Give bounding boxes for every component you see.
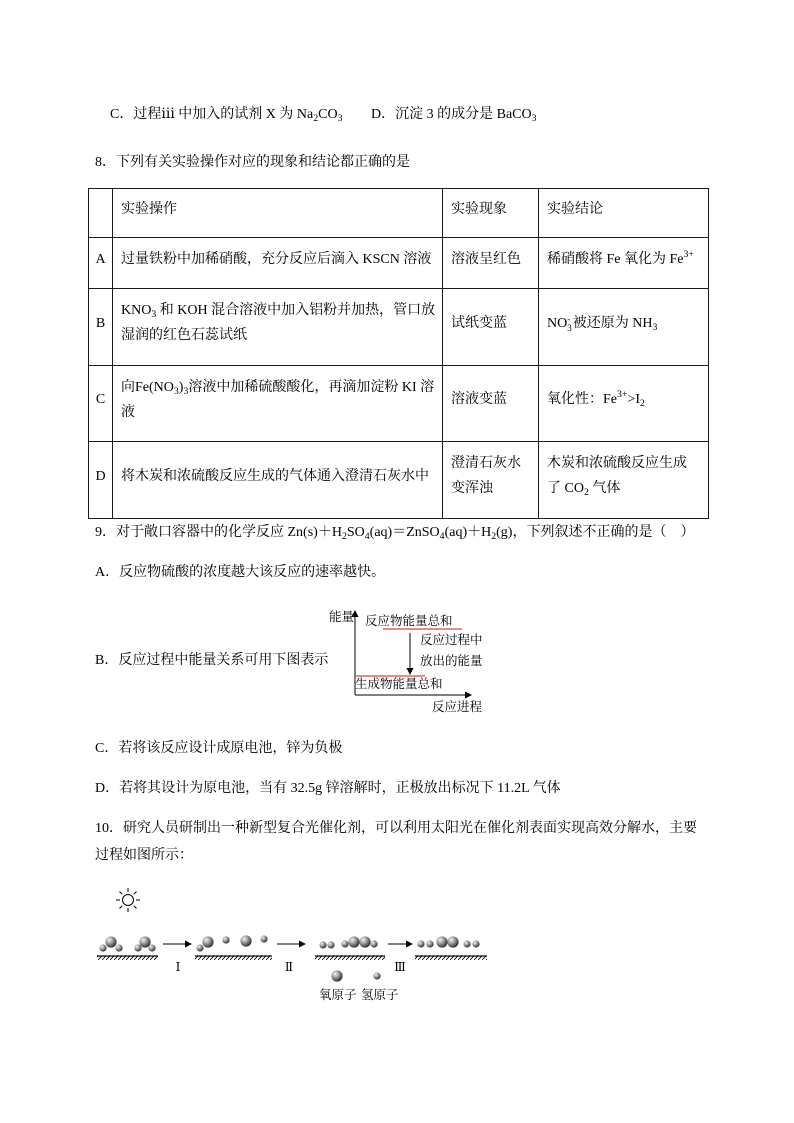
step-label: Ⅰ <box>175 960 181 974</box>
row-label: C <box>95 392 106 407</box>
header-label-cell <box>89 189 113 238</box>
energy-released-label-line-1: 反应过程中 <box>420 633 483 647</box>
phenomenon-text: 溶液变蓝 <box>451 392 507 407</box>
question-9-option-d: D．若将其设计为原电池，当有 32.5g 锌溶解时，正极放出标况下 11.2L 气体 <box>95 781 561 796</box>
phenomenon-cell <box>443 366 539 442</box>
hydrogen-atom <box>134 944 141 951</box>
hydrogen-atom <box>472 940 479 947</box>
subscript: 4 <box>439 530 445 542</box>
oxygen-atom <box>139 936 150 947</box>
legend-oxygen-label: 氧原子 <box>319 988 357 1002</box>
conclusion-cell <box>539 442 709 519</box>
header-conclusion: 实验结论 <box>547 201 603 217</box>
subscript: 3 <box>337 112 343 124</box>
row-label: A <box>95 251 106 267</box>
subscript: 2 <box>313 112 319 124</box>
catalyst-surface <box>97 956 158 960</box>
question-9-stem: 9．对于敞口容器中的化学反应 $Zn(s)+H_2SO_4(aq)=ZnSO_4(aq)+H_2(g)$，下列叙述不正确的是（ ） <box>95 525 695 542</box>
hydrogen-atom <box>148 944 155 951</box>
subscript: 2 <box>583 486 589 498</box>
table-row <box>89 366 709 442</box>
hydrogen-atom <box>260 935 267 942</box>
oxygen-atom <box>436 936 447 947</box>
hydrogen-atom <box>196 944 203 951</box>
conclusion-text: 氧化性：$Fe^{3+}>I_2$ <box>547 389 645 409</box>
header-phenomenon: 实验现象 <box>451 201 507 217</box>
row-label-cell <box>89 366 113 442</box>
catalyst-surface <box>315 956 385 960</box>
operation-text: 液 <box>121 404 135 420</box>
subscript: 4 <box>364 530 370 542</box>
row-label-cell <box>89 289 113 366</box>
phenomenon-cell <box>443 289 539 366</box>
oxygen-atom <box>202 936 213 947</box>
oxygen-atom <box>359 936 370 947</box>
water-splitting-process-diagram <box>90 880 490 1005</box>
operation-cell <box>113 238 443 289</box>
catalyst-surface <box>195 956 272 960</box>
hydrogen-atom <box>222 936 229 943</box>
question-9-option-a: A．反应物硫酸的浓度越大该反应的速率越快。 <box>95 565 386 580</box>
operation-text: 向$Fe(NO_3)_3$溶液中加稀硫酸酸化，再滴加淀粉 KI 溶 <box>121 379 435 397</box>
conclusion-cell <box>539 238 709 289</box>
conclusion-cell <box>539 366 709 442</box>
table-row <box>89 238 709 289</box>
subscript: 2 <box>640 397 645 409</box>
hydrogen-atom <box>426 940 433 947</box>
oxygen-atom <box>240 935 251 946</box>
superscript: - <box>567 313 571 324</box>
subscript: 3 <box>652 321 658 333</box>
step-label: Ⅱ <box>284 960 294 974</box>
conclusion-text: 木炭和浓硫酸反应生成 <box>547 456 687 471</box>
legend-hydrogen-atom <box>373 972 380 979</box>
oxygen-atom <box>105 936 116 947</box>
reactant-energy-label: 反应物能量总和 <box>365 614 453 628</box>
superscript: 3+ <box>617 389 628 401</box>
operation-text: 过量铁粉中加稀硝酸，充分反应后滴入 KSCN 溶液 <box>121 251 432 267</box>
operation-cell <box>113 366 443 442</box>
subscript: 3 <box>151 308 157 320</box>
energy-level-diagram <box>325 605 495 717</box>
legend-oxygen-atom <box>331 970 342 981</box>
hydrogen-atom <box>115 944 122 951</box>
energy-released-label-line-2: 放出的能量 <box>420 654 483 668</box>
phenomenon-cell <box>443 238 539 289</box>
legend-hydrogen-label: 氢原子 <box>361 988 399 1002</box>
table-header-row <box>89 189 709 238</box>
operation-cell <box>113 289 443 366</box>
option-c-previous: C．过程ⅲ 中加入的试剂 X 为 $Na_2CO_3$ <box>110 107 343 124</box>
conclusion-text: 了 $CO_2$ 气体 <box>547 481 621 498</box>
subscript: 3 <box>173 385 179 397</box>
experiment-table <box>88 188 709 519</box>
phenomenon-cell <box>443 442 539 519</box>
hydrogen-atom <box>319 941 326 948</box>
conclusion-text: NO - 3 被还原为 $NH_3$ <box>547 313 658 333</box>
step-label: Ⅲ <box>394 960 406 974</box>
sun-icon <box>116 888 140 912</box>
operation-text: 将木炭和浓硫酸反应生成的气体通入澄清石灰水中 <box>121 468 429 484</box>
question-8-stem: 8．下列有关实验操作对应的现象和结论都正确的是 <box>95 155 410 170</box>
reaction-progress-axis-label: 反应进程 <box>432 700 483 714</box>
product-energy-label: 生成物能量总和 <box>355 677 443 691</box>
oxygen-atom <box>348 936 359 947</box>
question-10-stem-line-1: 10．研究人员研制出一种新型复合光催化剂，可以利用太阳光在催化剂表面实现高效分解水，主要 <box>95 821 697 836</box>
oxygen-atom <box>447 936 458 947</box>
superscript: 3+ <box>683 248 694 260</box>
conclusion-cell <box>539 289 709 366</box>
hydrogen-atom <box>341 940 348 947</box>
phenomenon-text: 溶液呈红色 <box>451 251 521 267</box>
conclusion-text: 稀硝酸将 Fe 氧化为 $Fe^{3+}$ <box>547 248 694 267</box>
hydrogen-atom <box>327 941 334 948</box>
subscript: 3 <box>183 385 189 397</box>
operation-text: 湿润的红色石蕊试纸 <box>121 328 247 343</box>
question-9-option-b: B．反应过程中能量关系可用下图表示 <box>95 653 329 668</box>
table-row <box>89 289 709 366</box>
hydrogen-atom <box>99 944 106 951</box>
header-conclusion-cell <box>539 189 709 238</box>
catalyst-surface <box>415 956 487 960</box>
operation-text: $KNO_3$ 和 KOH 混合溶液中加入铝粉并加热，管口放 <box>121 303 436 320</box>
row-label: D <box>95 468 106 484</box>
hydrogen-atom <box>370 940 377 947</box>
table-row <box>89 442 709 519</box>
subscript: 3 <box>567 322 572 333</box>
subscript: 2 <box>491 530 497 542</box>
header-operation: 实验操作 <box>121 201 177 217</box>
hydrogen-atom <box>463 940 470 947</box>
phenomenon-text: 试纸变蓝 <box>451 315 507 331</box>
operation-cell <box>113 442 443 519</box>
header-operation-cell <box>113 189 443 238</box>
subscript: 2 <box>341 530 347 542</box>
header-phenomenon-cell <box>443 189 539 238</box>
subscript-superscript <box>567 315 572 333</box>
row-label-cell <box>89 238 113 289</box>
question-10-stem-line-2: 过程如图所示： <box>95 848 193 863</box>
row-label: B <box>95 315 106 331</box>
option-d-previous: D．沉淀 3 的成分是 BaCO$_3$ <box>371 107 537 124</box>
question-9-option-c: C．若将该反应设计成原电池，锌为负极 <box>95 741 343 756</box>
row-label-cell <box>89 442 113 519</box>
subscript: 3 <box>531 112 537 124</box>
phenomenon-text: 澄清石灰水 <box>451 456 521 471</box>
hydrogen-atom <box>417 940 424 947</box>
energy-axis-label: 能量 <box>329 610 355 624</box>
phenomenon-text: 变浑浊 <box>451 481 493 496</box>
